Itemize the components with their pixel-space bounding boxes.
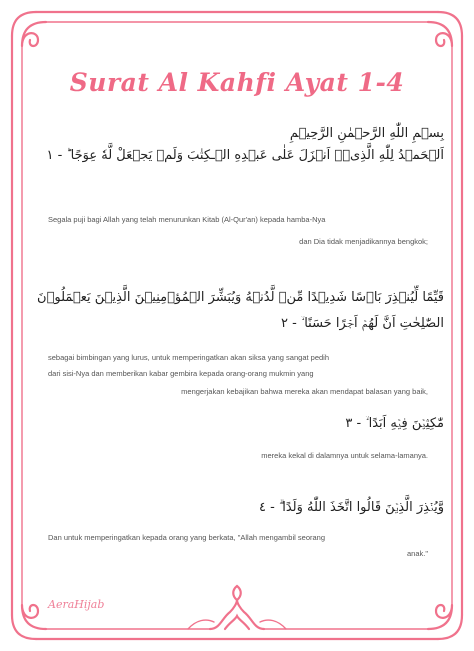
verse-1-translation-line-2: dan Dia tidak menjadikannya bengkok; [299,237,428,246]
verse-1-arabic: اَلۡحَمۡدُ لِلّٰهِ الَّذِىۡۤ اَنۡزَلَ عَلٰى عَبۡدِهِ الۡـكِتٰبَ وَلَمۡ يَجۡعَلْ لَّهٗ عِوَجًا ؕ‏ - ١ [46,148,444,163]
page-content [30,30,444,620]
verse-4-translation-line-2: anak." [406,549,428,558]
verse-4-translation-line-1: Dan untuk memperingatkan kepada orang yang berkata, "Allah mengambil seorang [48,533,325,542]
verse-2-translation-line-2: dari sisi-Nya dan memberikan kabar gembira kepada orang-orang mukmin yang [48,369,314,378]
page-title: Surat Al Kahfi Ayat 1-4 [69,68,405,97]
basmalah: بِسۡمِ اللّٰهِ الرَّحۡمٰنِ الرَّحِيۡمِ [289,126,444,141]
verse-1-translation-line-1: Segala puji bagi Allah yang telah menurunkan Kitab (Al-Qur'an) kepada hamba-Nya [48,215,326,224]
verse-3-arabic: مّٰكِثِيۡنَ فِيۡهِ اَبَدًا ۙ - ٣ [345,416,444,431]
brand-logo: AeraHijab [48,598,105,611]
verse-2-translation-line-1: sebagai bimbingan yang lurus, untuk memperingatkan akan siksa yang sangat pedih [48,353,330,362]
verse-2-arabic-line-1: قَيِّمًا لِّيُنۡذِرَ بَاۡسًا شَدِيۡدًا مِّنۡ لَّدُنۡهُ وَيُبَشِّرَ الۡمُؤۡمِنِيۡنَ الَّذِيۡنَ يَعۡمَلُوۡنَ [37,290,444,305]
verse-2-translation-line-3: mengerjakan kebajikan bahwa mereka akan mendapat balasan yang baik, [181,387,428,396]
verse-3-translation: mereka kekal di dalamnya untuk selama-lamanya. [261,451,428,460]
verse-2-arabic-line-2: الصّٰلِحٰتِ اَنَّ لَهُمۡ اَجۡرًا حَسَنًا ۙ - ٢ [281,316,444,331]
verse-4-arabic: وَّيُنۡذِرَ الَّذِيۡنَ قَالُوا اتَّخَذَ اللّٰهُ وَلَدًا ۗ - ٤ [259,500,444,515]
